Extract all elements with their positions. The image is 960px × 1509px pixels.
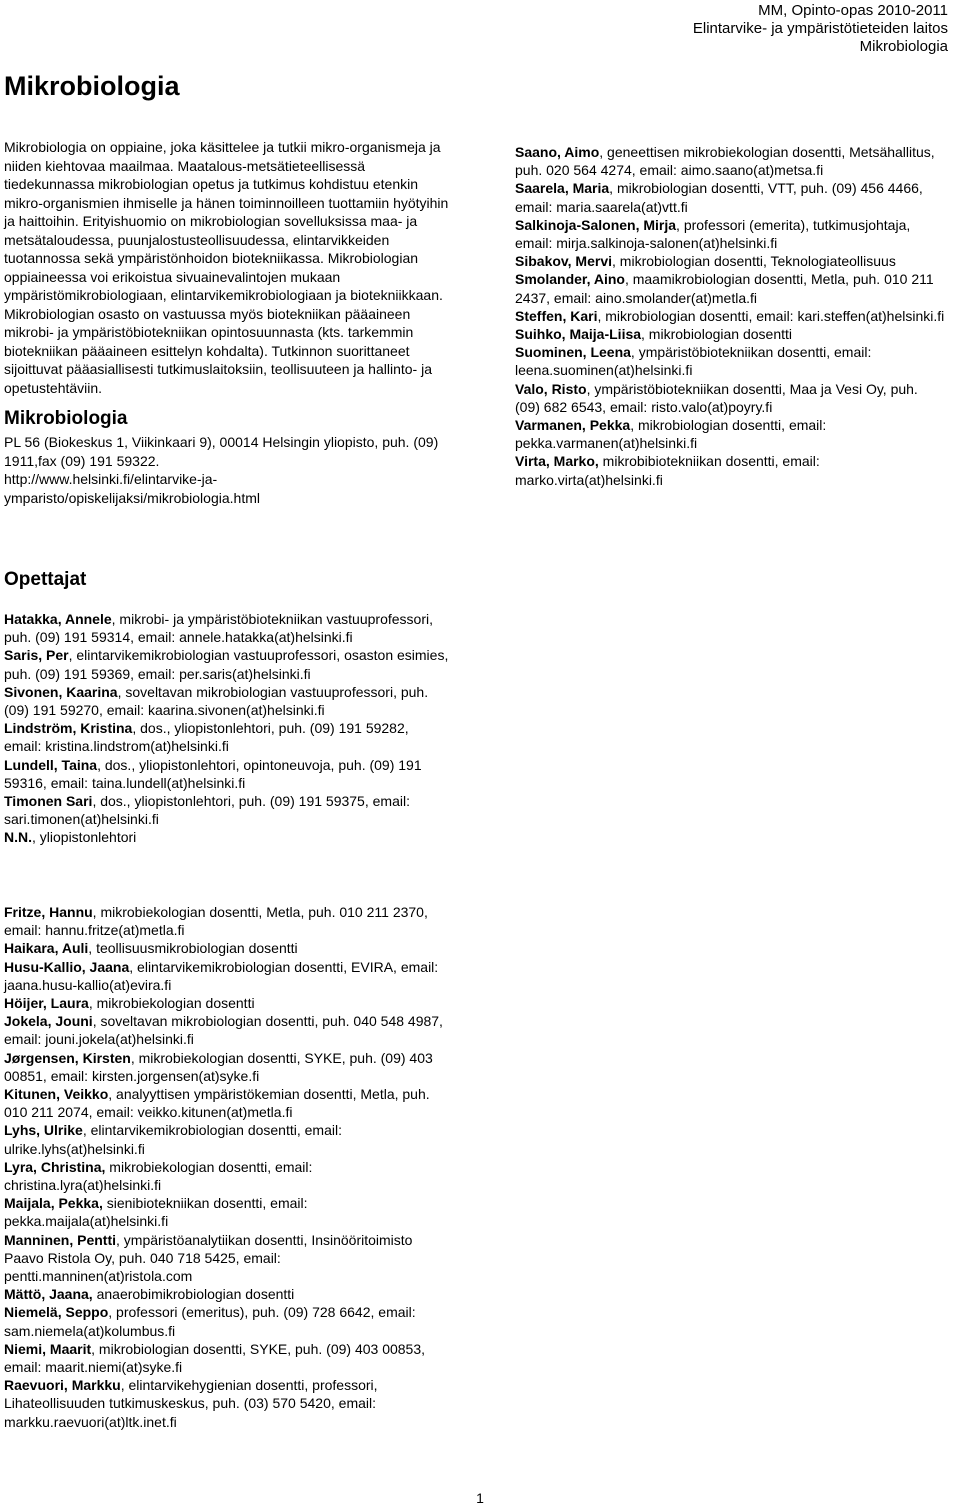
list-item	[4, 1285, 449, 1303]
person-name: Lyhs, Ulrike	[4, 1122, 83, 1139]
person-info: , teollisuusmikrobiologian dosentti	[88, 940, 298, 957]
list-item	[4, 1085, 449, 1121]
person-info: , dos., yliopistonlehtori, puh. (09) 191 59375, email: sari.timonen(at)helsinki.fi	[4, 793, 410, 828]
person-info: , mikrobiekologian dosentti, Metla, puh. 010 211 2370, email: hannu.fritze(at)metla.fi	[4, 904, 428, 939]
docents-list-left	[4, 903, 449, 1431]
list-item	[4, 792, 449, 828]
header-subject: Mikrobiologia	[859, 38, 948, 55]
list-item	[4, 756, 449, 792]
page-header	[693, 2, 948, 56]
person-name: Maijala, Pekka,	[4, 1195, 103, 1212]
person-name: Jokela, Jouni	[4, 1013, 93, 1030]
docents-list-right	[515, 143, 945, 489]
person-info: , mikrobiologian dosentti, SYKE, puh. (09) 403 00853, email: maarit.niemi(at)syke.fi	[4, 1340, 426, 1376]
person-name: Hatakka, Annele	[4, 611, 112, 627]
person-info: , soveltavan mikrobiologian vastuuprofessori, puh. (09) 191 59270, email: kaarina.sivonen(at)helsinki.fi	[4, 683, 429, 719]
person-info: , maamikrobiologian dosentti, Metla, puh. 010 211 2437, email: aino.smolander(at)metla.fi	[515, 271, 934, 306]
person-info: , ympäristöbiotekniikan dosentti, Maa ja Vesi Oy, puh. (09) 682 6543, email: risto.valo(at)poyry.fi	[515, 380, 918, 415]
header-guide-title: MM, Opinto-opas 2010-2011	[758, 2, 948, 19]
list-item	[4, 1121, 449, 1157]
person-info: , mikrobiekologian dosentti	[88, 995, 255, 1012]
person-name: Salkinoja-Salonen, Mirja	[515, 216, 677, 233]
person-info: , elintarvikemikrobiologian dosentti, EVIRA, email: jaana.husu-kallio(at)evira.fi	[4, 958, 439, 993]
person-info: , elintarvikemikrobiologian dosentti, email: ulrike.lyhs(at)helsinki.fi	[4, 1122, 342, 1157]
contact-heading: Mikrobiologia	[4, 408, 128, 429]
list-item	[4, 1231, 449, 1286]
list-item	[4, 1049, 449, 1085]
teachers-list	[4, 610, 449, 847]
list-item	[515, 416, 945, 452]
intro-paragraph: Mikrobiologia on oppiaine, joka käsittelee ja tutkii mikro-organismeja ja niiden kiehtovaa maailmaa. Maatalous-metsätieteellisessä tiedekunnassa mikrobiologian opetus ja tutkimus kohdistuu etenkin mikro-organismien ihmiselle ja hänen toiminnoilleen tuottamiin hyötyihin ja haittoihin. Erityishuomio on mikrobiologian sovelluksissa maa- ja metsätaloudessa, puunjalostusteollisuudessa, elintarvikkeiden tuotannossa sekä ympäristönhoidon biotekniikassa. Mikrobiologian oppiaineessa voi erikoistua sivuainevalintojen mukaan ympäristömikrobiologiaan, elintarvikemikrobiologiaan ja biotekniikkaan. Mikrobiologian osasto on vastuussa myös biotekniikan pääaineen mikrobi- ja ympäristöbiotekniikan opintosuunnasta (kts. tarkemmin biotekniikan pääaineen esittelyn kohdalta). Tutkinnon suorittaneet sijoittuvat pääasiallisesti tutkimuslaitoksiin, teollisuuteen ja hallinto- ja opetustehtäviin.	[4, 139, 449, 396]
person-info: , dos., yliopistonlehtori, opintoneuvoja, puh. (09) 191 59316, email: taina.lundell(at)helsinki.fi	[4, 756, 422, 791]
person-info: sienibiotekniikan dosentti, email: pekka.maijala(at)helsinki.fi	[4, 1195, 308, 1230]
person-name: Lindström, Kristina	[4, 720, 133, 737]
page-number: 1	[476, 1490, 484, 1506]
list-item	[515, 325, 945, 343]
person-name: Kitunen, Veikko	[4, 1086, 109, 1103]
contact-url-link[interactable]: http://www.helsinki.fi/elintarvike-ja-ymparisto/opiskelijaksi/mikrobiologia.html	[4, 471, 260, 506]
person-info: , elintarvikemikrobiologian vastuuprofessori, osaston esimies, puh. (09) 191 59369, email: per.saris(at)helsinki.fi	[4, 647, 449, 682]
page-title: Mikrobiologia	[4, 71, 180, 101]
person-name: N.N.	[4, 829, 32, 846]
person-info: , dos., yliopistonlehtori, puh. (09) 191 59282, email: kristina.lindstrom(at)helsinki.fi	[4, 720, 409, 755]
person-info: , mikrobi- ja ympäristöbiotekniikan vastuuprofessori, puh. (09) 191 59314, email: annele.hatakka(at)helsinki.fi	[4, 611, 433, 646]
person-name: Höijer, Laura	[4, 995, 89, 1012]
person-name: Sibakov, Mervi	[515, 253, 613, 270]
person-info: mikrobibiotekniikan dosentti, email: marko.virta(at)helsinki.fi	[515, 453, 820, 488]
contact-address: PL 56 (Biokeskus 1, Viikinkaari 9), 00014 Helsingin yliopisto, puh. (09) 1911,fax (09) 191 59322.	[4, 434, 439, 469]
person-name: Manninen, Pentti	[4, 1231, 116, 1248]
list-item	[4, 683, 449, 719]
person-name: Saarela, Maria	[515, 180, 610, 197]
person-name: Mättö, Jaana,	[4, 1286, 93, 1303]
person-name: Jørgensen, Kirsten	[4, 1049, 131, 1066]
person-info: , soveltavan mikrobiologian dosentti, puh. 040 548 4987, email: jouni.jokela(at)helsinki.fi	[4, 1013, 443, 1048]
person-info: , elintarvikehygienian dosentti, professori, Lihateollisuuden tutkimuskeskus, puh. (03) 570 5420, email: markku.raevuori(at)ltk.inet.fi	[4, 1377, 378, 1430]
person-name: Lyra, Christina,	[4, 1158, 106, 1175]
person-name: Saris, Per	[4, 647, 69, 664]
person-info: , mikrobiologian dosentti, VTT, puh. (09) 456 4466, email: maria.saarela(at)vtt.fi	[515, 180, 923, 215]
list-item	[515, 252, 945, 270]
person-info: anaerobimikrobiologian dosentti	[92, 1286, 295, 1303]
list-item	[4, 1158, 449, 1194]
header-department: Elintarvike- ja ympäristötieteiden laitos	[692, 20, 948, 37]
person-name: Niemelä, Seppo	[4, 1304, 109, 1321]
list-item	[4, 610, 449, 646]
person-name: Smolander, Aino	[515, 271, 625, 288]
list-item	[4, 1340, 449, 1376]
person-name: Suihko, Maija-Liisa	[515, 326, 642, 343]
list-item	[515, 270, 945, 306]
person-name: Sivonen, Kaarina	[4, 683, 118, 700]
list-item	[515, 179, 945, 215]
list-item	[515, 143, 945, 179]
person-info: , professori (emeritus), puh. (09) 728 6642, email: sam.niemela(at)kolumbus.fi	[4, 1304, 416, 1339]
person-info: , mikrobiologian dosentti, email: pekka.varmanen(at)helsinki.fi	[515, 417, 827, 452]
teachers-heading: Opettajat	[4, 569, 87, 590]
person-name: Lundell, Taina	[4, 756, 98, 773]
list-item	[4, 903, 449, 939]
person-info: , yliopistonlehtori	[32, 829, 137, 846]
person-info: , analyyttisen ympäristökemian dosentti, Metla, puh. 010 211 2074, email: veikko.kitunen(at)metla.fi	[4, 1086, 430, 1121]
list-item	[4, 994, 449, 1012]
person-info: , mikrobiekologian dosentti, SYKE, puh. (09) 403 00851, email: kirsten.jorgensen(at)syke.fi	[4, 1049, 433, 1084]
person-name: Haikara, Auli	[4, 940, 89, 957]
person-name: Suominen, Leena	[515, 344, 631, 361]
person-info: , geneettisen mikrobiekologian dosentti, Metsähallitus, puh. 020 564 4274, email: aimo.saano(at)metsa.fi	[515, 144, 935, 179]
person-name: Raevuori, Markku	[4, 1377, 121, 1394]
person-name: Varmanen, Pekka	[515, 417, 631, 434]
list-item	[4, 1303, 449, 1339]
list-item	[4, 1194, 449, 1230]
list-item	[4, 1012, 449, 1048]
person-name: Fritze, Hannu	[4, 904, 93, 920]
person-info: , professori (emerita), tutkimusjohtaja, email: mirja.salkinoja-salonen(at)helsinki.fi	[515, 216, 911, 252]
list-item	[515, 216, 945, 252]
person-name: Saano, Aimo	[515, 144, 600, 160]
person-info: , ympäristöanalytiikan dosentti, Insinööritoimisto Paavo Ristola Oy, puh. 040 718 5425, email: pentti.manninen(at)ristola.com	[4, 1231, 413, 1285]
list-item	[4, 1376, 449, 1431]
person-info: , mikrobiologian dosentti, Teknologiateollisuus	[612, 253, 896, 270]
list-item	[515, 452, 945, 488]
person-name: Steffen, Kari	[515, 307, 598, 324]
person-info: mikrobiekologian dosentti, email: christina.lyra(at)helsinki.fi	[4, 1158, 313, 1194]
list-item	[515, 343, 945, 379]
person-name: Virta, Marko,	[515, 453, 599, 470]
person-name: Valo, Risto	[515, 380, 587, 397]
person-name: Husu-Kallio, Jaana	[4, 958, 130, 975]
person-name: Niemi, Maarit	[4, 1340, 92, 1357]
list-item	[4, 646, 449, 682]
list-item	[4, 958, 449, 994]
list-item	[4, 939, 449, 957]
list-item	[4, 828, 449, 846]
person-info: , ympäristöbiotekniikan dosentti, email: leena.suominen(at)helsinki.fi	[515, 344, 872, 379]
person-name: Timonen Sari	[4, 793, 93, 810]
list-item	[515, 380, 945, 416]
person-info: , mikrobiologian dosentti, email: kari.steffen(at)helsinki.fi	[597, 307, 945, 324]
list-item	[4, 719, 449, 755]
person-info: , mikrobiologian dosentti	[641, 326, 793, 343]
left-column	[4, 138, 449, 507]
list-item	[515, 307, 945, 325]
